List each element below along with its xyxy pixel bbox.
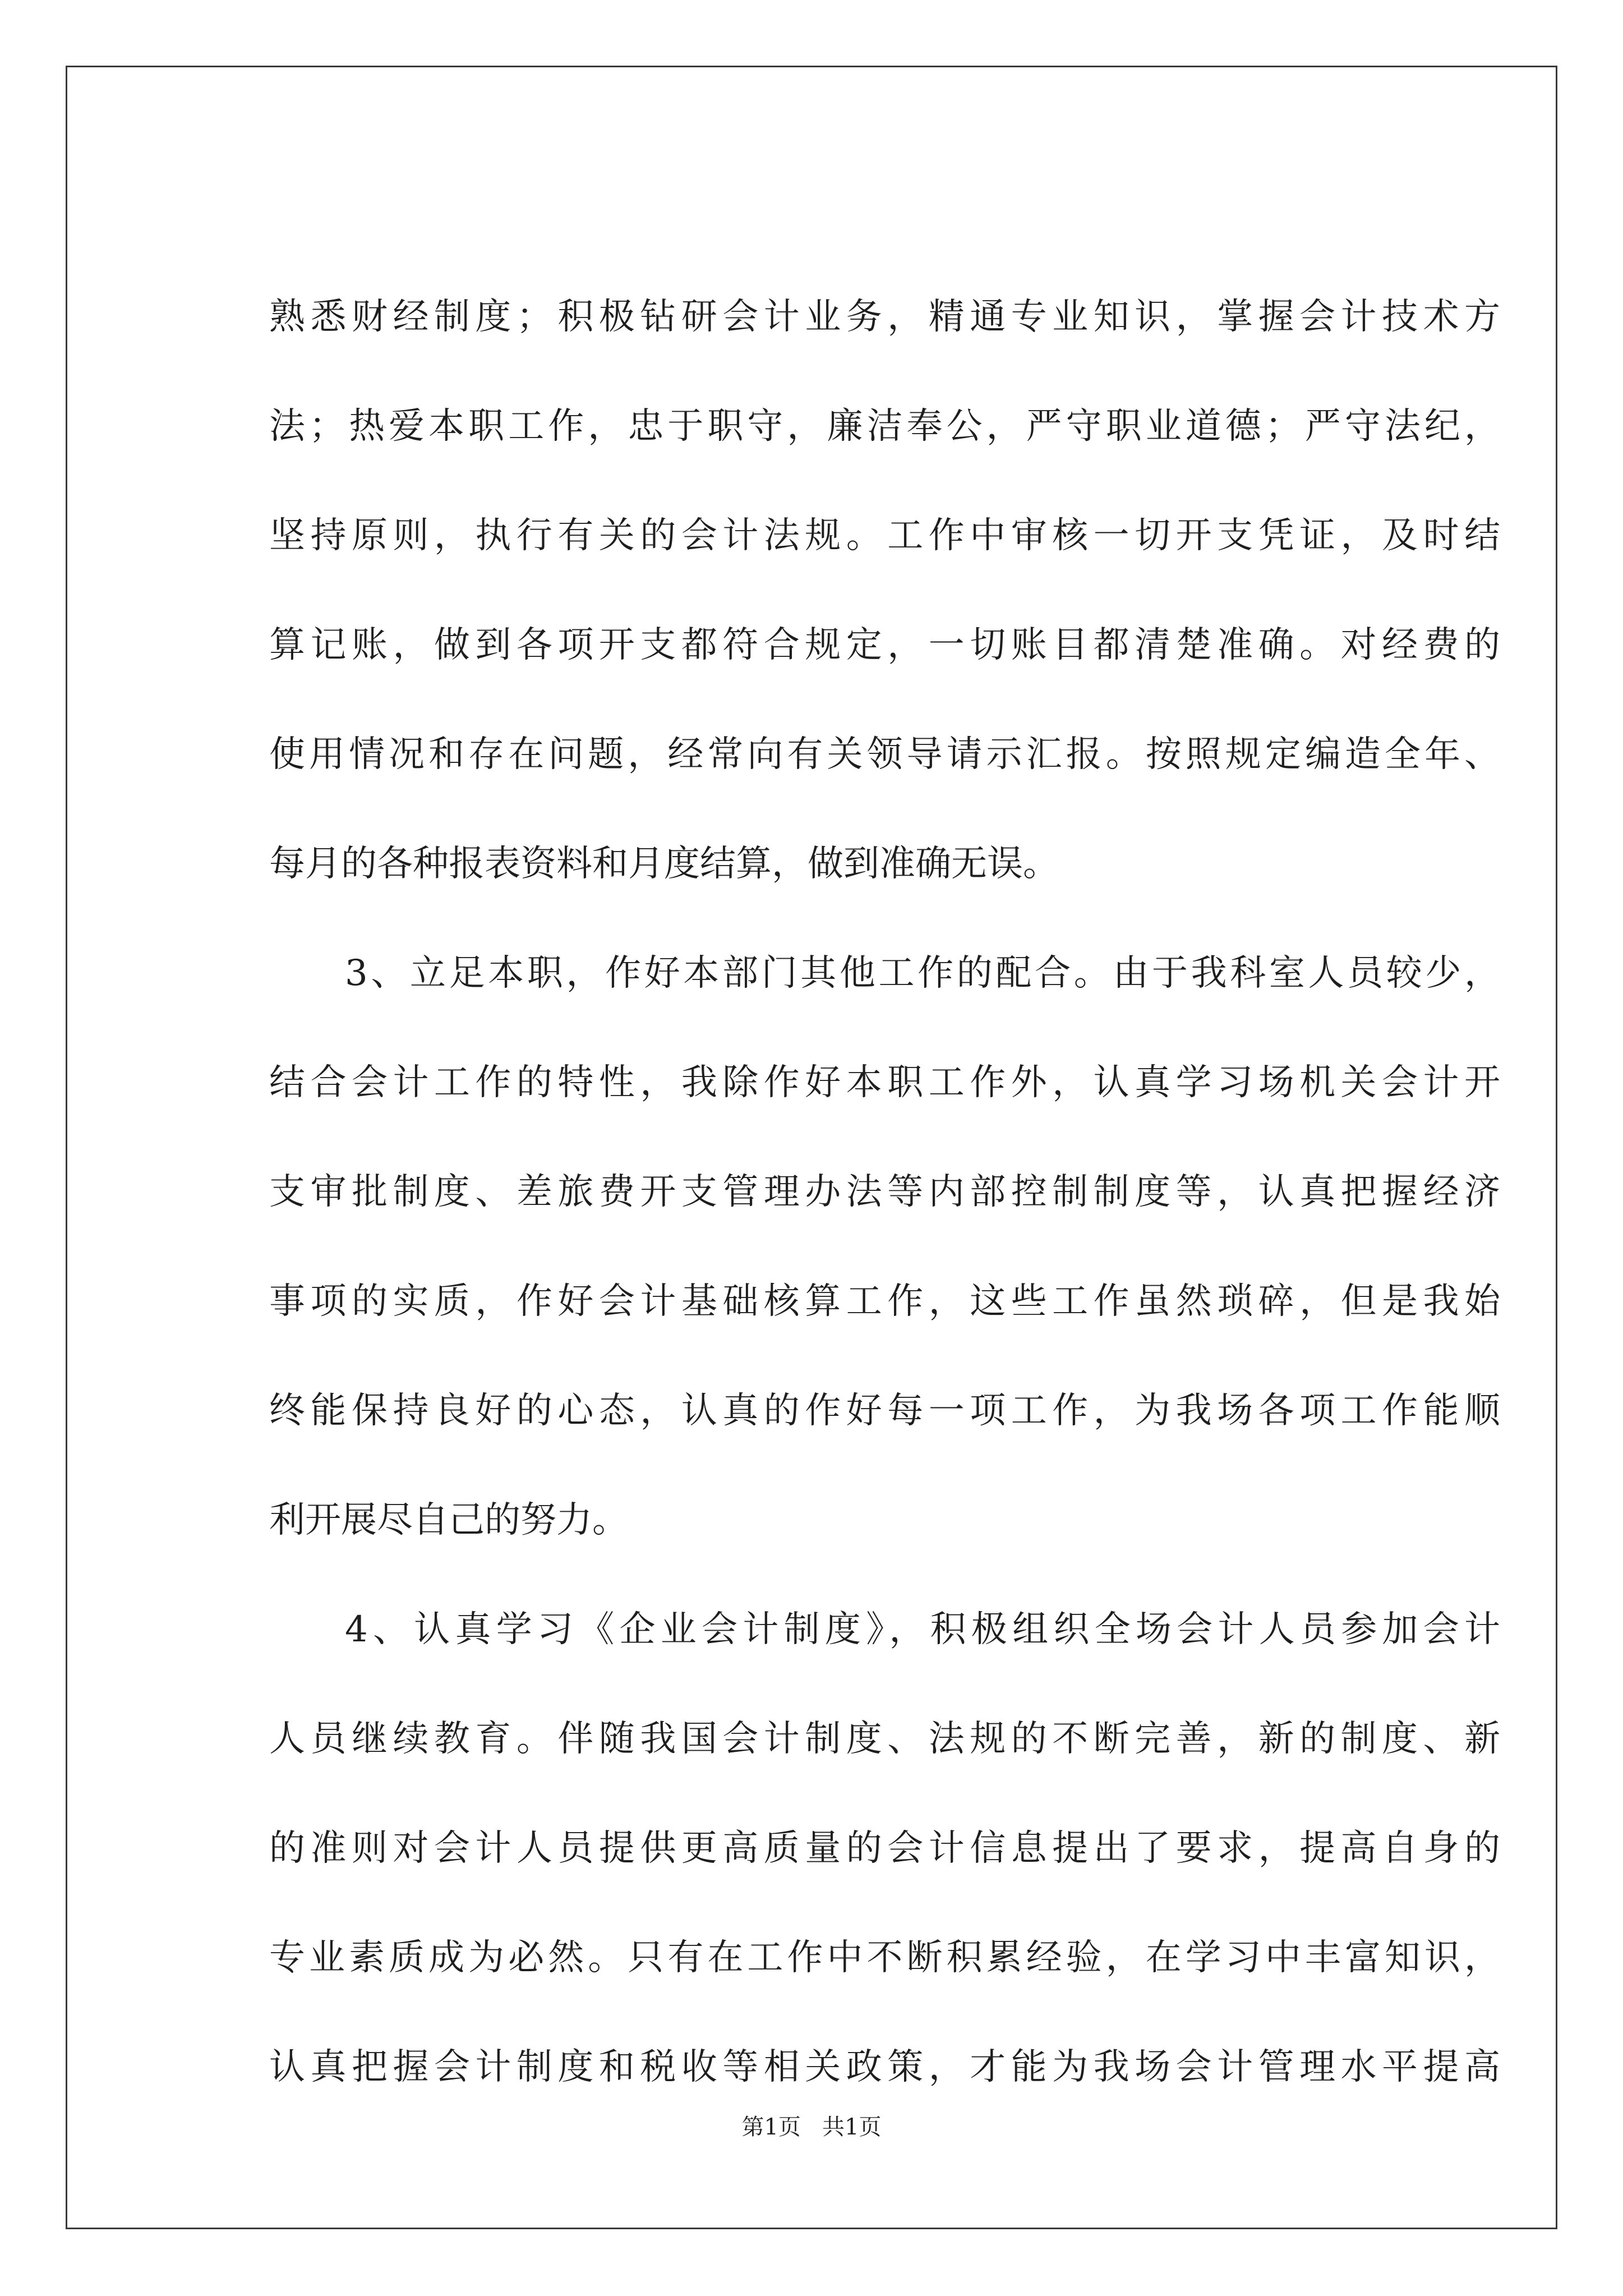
paragraph-line: 熟悉财经制度；积极钻研会计业务，精通专业知识，掌握会计技术方 — [269, 296, 1500, 338]
paragraph-line: 利开展尽自己的努力。 — [269, 1499, 628, 1541]
paragraph-line: 的准则对会计人员提供更高质量的会计信息提出了要求，提高自身的 — [269, 1828, 1500, 1869]
paragraph-line: 每月的各种报表资料和月度结算，做到准确无误。 — [269, 843, 1059, 885]
paragraph-line: 3、立足本职，作好本部门其他工作的配合。由于我科室人员较少， — [345, 953, 1500, 994]
paragraph-line: 终能保持良好的心态，认真的作好每一项工作，为我场各项工作能顺 — [269, 1390, 1500, 1432]
paragraph-line: 认真把握会计制度和税收等相关政策，才能为我场会计管理水平提高 — [269, 2046, 1500, 2088]
paragraph-line: 算记账，做到各项开支都符合规定，一切账目都清楚准确。对经费的 — [269, 624, 1500, 666]
paragraph-line: 4、认真学习《企业会计制度》，积极组织全场会计人员参加会计 — [345, 1609, 1500, 1650]
paragraph-line: 法；热爱本职工作，忠于职守，廉洁奉公，严守职业道德；严守法纪， — [269, 406, 1500, 447]
paragraph-line: 专业素质成为必然。只有在工作中不断积累经验，在学习中丰富知识， — [269, 1937, 1500, 1978]
page-footer: 第1页 共1页 — [741, 2114, 882, 2140]
paragraph-line: 事项的实质，作好会计基础核算工作，这些工作虽然琐碎，但是我始 — [269, 1281, 1500, 1322]
page-frame — [66, 66, 1557, 2229]
document-body — [67, 67, 1556, 2228]
paragraph-line: 结合会计工作的特性，我除作好本职工作外，认真学习场机关会计开 — [269, 1062, 1500, 1103]
paragraph-line: 支审批制度、差旅费开支管理办法等内部控制制度等，认真把握经济 — [269, 1171, 1500, 1213]
paragraph-line: 使用情况和存在问题，经常向有关领导请示汇报。按照规定编造全年、 — [269, 734, 1500, 775]
paragraph-line: 坚持原则，执行有关的会计法规。工作中审核一切开支凭证，及时结 — [269, 515, 1500, 556]
paragraph-line: 人员继续教育。伴随我国会计制度、法规的不断完善，新的制度、新 — [269, 1718, 1500, 1760]
